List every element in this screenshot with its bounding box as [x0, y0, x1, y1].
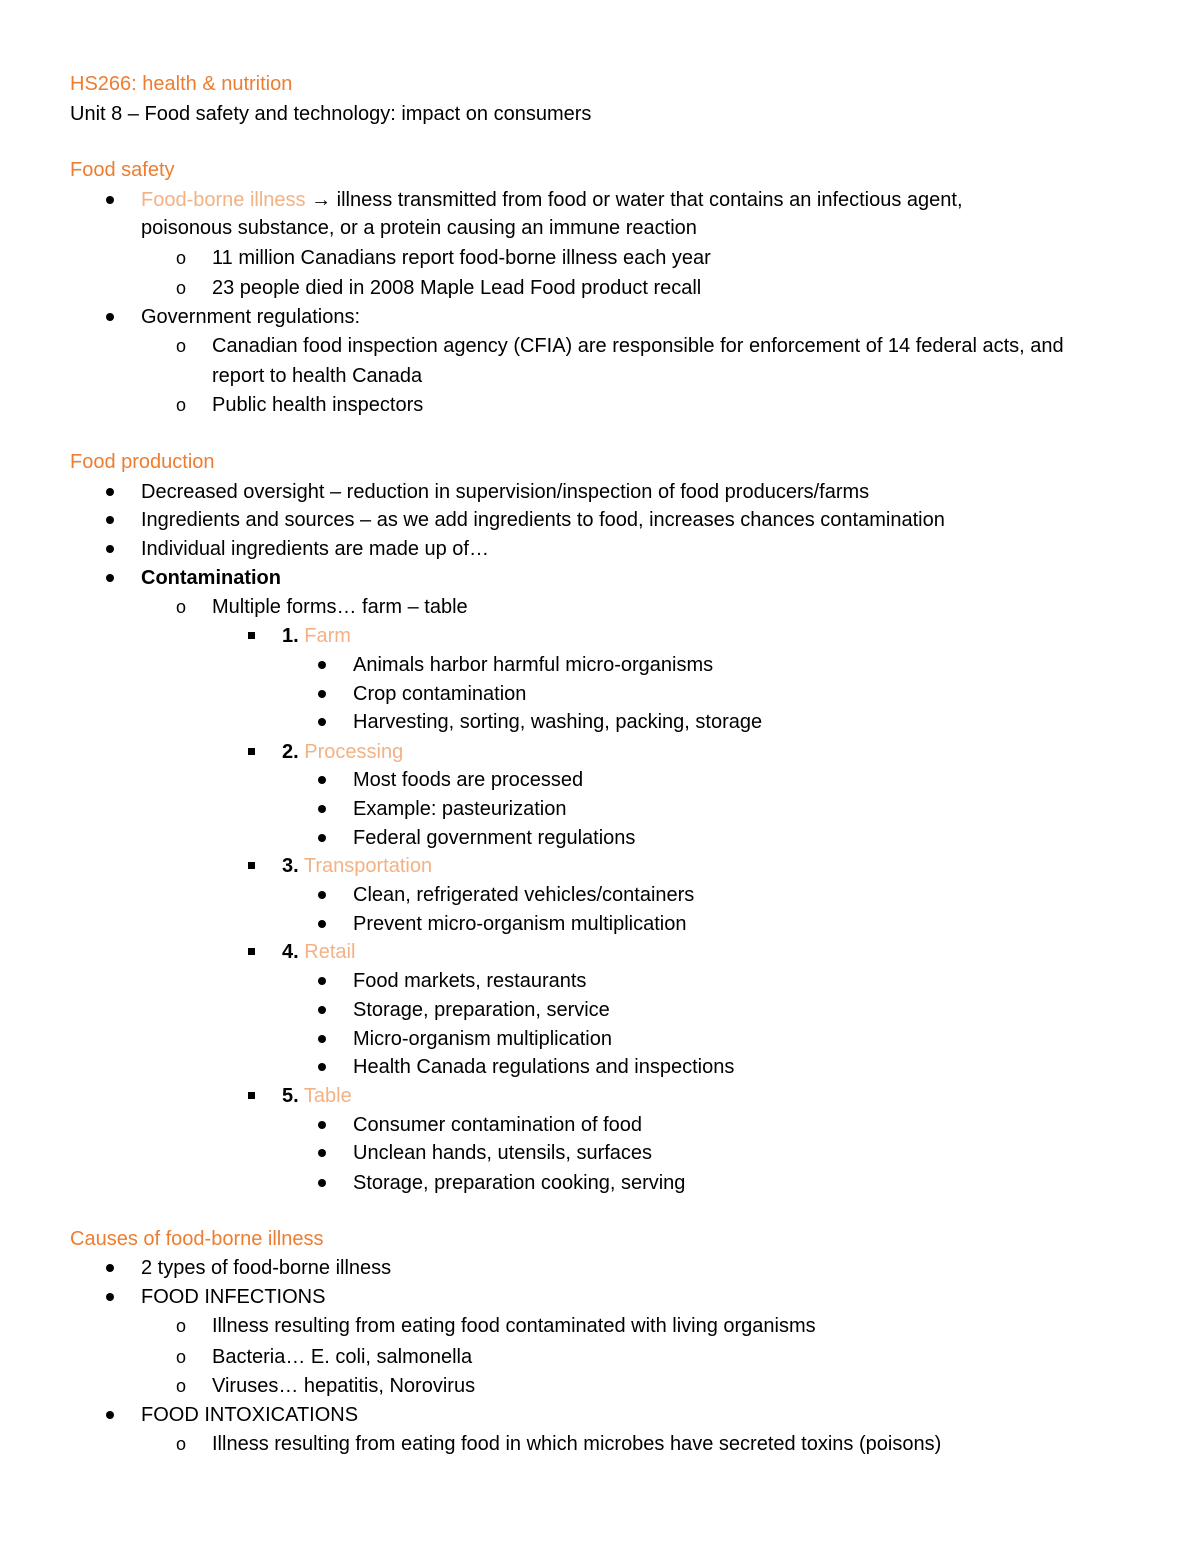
stage-point: Storage, preparation cooking, serving [353, 1172, 686, 1194]
stage-point: Federal government regulations [353, 827, 636, 849]
stage-point: Most foods are processed [353, 769, 584, 791]
stage-processing [282, 740, 403, 764]
food-infections-label: FOOD INFECTIONS [141, 1286, 326, 1308]
bullet-dot-icon [318, 977, 326, 985]
bullet-dot-icon [318, 891, 326, 899]
gov-sub-item: Public health inspectors [212, 394, 424, 416]
infection-point: Illness resulting from eating food contaminated with living organisms [212, 1315, 816, 1337]
stage-point: Animals harbor harmful micro-organisms [353, 654, 714, 676]
bullet-dot-icon [318, 1006, 326, 1014]
unit-title: Unit 8 – Food safety and technology: impact on consumers [70, 103, 592, 125]
infection-point: Bacteria… E. coli, salmonella [212, 1346, 473, 1368]
stage-number: 1. [282, 625, 299, 647]
production-item: Ingredients and sources – as we add ingredients to food, increases chances contamination [141, 509, 945, 531]
bullet-dot-icon [318, 661, 326, 669]
course-title: HS266: health & nutrition [70, 73, 293, 95]
stage-number: 5. [282, 1085, 299, 1107]
bullet-square-icon [248, 948, 255, 955]
stage-point: Health Canada regulations and inspections [353, 1056, 735, 1078]
intoxication-point: Illness resulting from eating food in which microbes have secreted toxins (poisons) [212, 1433, 942, 1455]
stage-point: Food markets, restaurants [353, 970, 587, 992]
bullet-circle-icon: o [176, 248, 187, 268]
bullet-circle-icon: o [176, 1316, 187, 1336]
stage-point: Harvesting, sorting, washing, packing, storage [353, 711, 763, 733]
bullet-dot-icon [106, 313, 114, 321]
fbi-sub-item: 11 million Canadians report food-borne illness each year [212, 247, 711, 269]
bullet-dot-icon [318, 920, 326, 928]
bullet-circle-icon: o [176, 1376, 187, 1396]
food-intoxications-label: FOOD INTOXICATIONS [141, 1404, 359, 1426]
stage-name: Retail [304, 941, 356, 963]
stage-point: Crop contamination [353, 683, 527, 705]
gov-sub-item-cont: report to health Canada [212, 365, 423, 387]
arrow-icon: → [311, 189, 332, 211]
stage-transportation [282, 854, 432, 878]
bullet-dot-icon [106, 516, 114, 524]
bullet-dot-icon [106, 1293, 114, 1301]
fbi-def-line1: illness transmitted from food or water that contains an infectious agent, [336, 189, 963, 211]
fbi-def-line2: poisonous substance, or a protein causing an immune reaction [141, 217, 697, 239]
bullet-dot-icon [318, 1063, 326, 1071]
bullet-dot-icon [318, 805, 326, 813]
stage-retail [282, 940, 355, 964]
bullet-square-icon [248, 748, 255, 755]
production-item: Individual ingredients are made up of… [141, 538, 489, 560]
bullet-dot-icon [106, 196, 114, 204]
stage-point: Clean, refrigerated vehicles/containers [353, 884, 695, 906]
bullet-circle-icon: o [176, 278, 187, 298]
stage-point: Micro-organism multiplication [353, 1028, 612, 1050]
bullet-dot-icon [106, 574, 114, 582]
stage-name: Transportation [303, 855, 433, 877]
fbi-definition [141, 188, 963, 212]
gov-regulations: Government regulations: [141, 306, 361, 328]
stage-name: Farm [304, 625, 351, 647]
bullet-square-icon [248, 862, 255, 869]
stage-farm [282, 624, 351, 648]
causes-types: 2 types of food-borne illness [141, 1257, 392, 1279]
bullet-dot-icon [106, 1411, 114, 1419]
stage-number: 2. [282, 741, 299, 763]
bullet-dot-icon [318, 1121, 326, 1129]
stage-number: 3. [282, 855, 299, 877]
fbi-term: Food-borne illness [141, 189, 306, 211]
bullet-circle-icon: o [176, 1434, 187, 1454]
bullet-dot-icon [106, 545, 114, 553]
production-item: Decreased oversight – reduction in supervision/inspection of food producers/farms [141, 481, 870, 503]
stage-point: Consumer contamination of food [353, 1114, 643, 1136]
stage-name: Processing [304, 741, 404, 763]
bullet-dot-icon [318, 1035, 326, 1043]
bullet-circle-icon: o [176, 1347, 187, 1367]
bullet-dot-icon [318, 1179, 326, 1187]
bullet-dot-icon [318, 718, 326, 726]
multiple-forms: Multiple forms… farm – table [212, 596, 468, 618]
section-heading-causes: Causes of food-borne illness [70, 1228, 324, 1250]
stage-name: Table [303, 1085, 352, 1107]
fbi-sub-item: 23 people died in 2008 Maple Lead Food product recall [212, 277, 702, 299]
stage-point: Prevent micro-organism multiplication [353, 913, 687, 935]
section-heading-food-safety: Food safety [70, 159, 175, 181]
bullet-square-icon [248, 632, 255, 639]
section-heading-food-production: Food production [70, 451, 215, 473]
contamination-label: Contamination [141, 567, 281, 589]
bullet-circle-icon: o [176, 336, 187, 356]
infection-point: Viruses… hepatitis, Norovirus [212, 1375, 476, 1397]
stage-table [282, 1084, 352, 1108]
stage-number: 4. [282, 941, 299, 963]
bullet-circle-icon: o [176, 395, 187, 415]
bullet-dot-icon [318, 1149, 326, 1157]
bullet-square-icon [248, 1092, 255, 1099]
stage-point: Storage, preparation, service [353, 999, 610, 1021]
bullet-dot-icon [106, 488, 114, 496]
bullet-dot-icon [106, 1264, 114, 1272]
bullet-dot-icon [318, 834, 326, 842]
bullet-dot-icon [318, 690, 326, 698]
bullet-dot-icon [318, 776, 326, 784]
gov-sub-item: Canadian food inspection agency (CFIA) are responsible for enforcement of 14 federal acts, and [212, 335, 1064, 357]
stage-point: Unclean hands, utensils, surfaces [353, 1142, 653, 1164]
stage-point: Example: pasteurization [353, 798, 567, 820]
bullet-circle-icon: o [176, 597, 187, 617]
